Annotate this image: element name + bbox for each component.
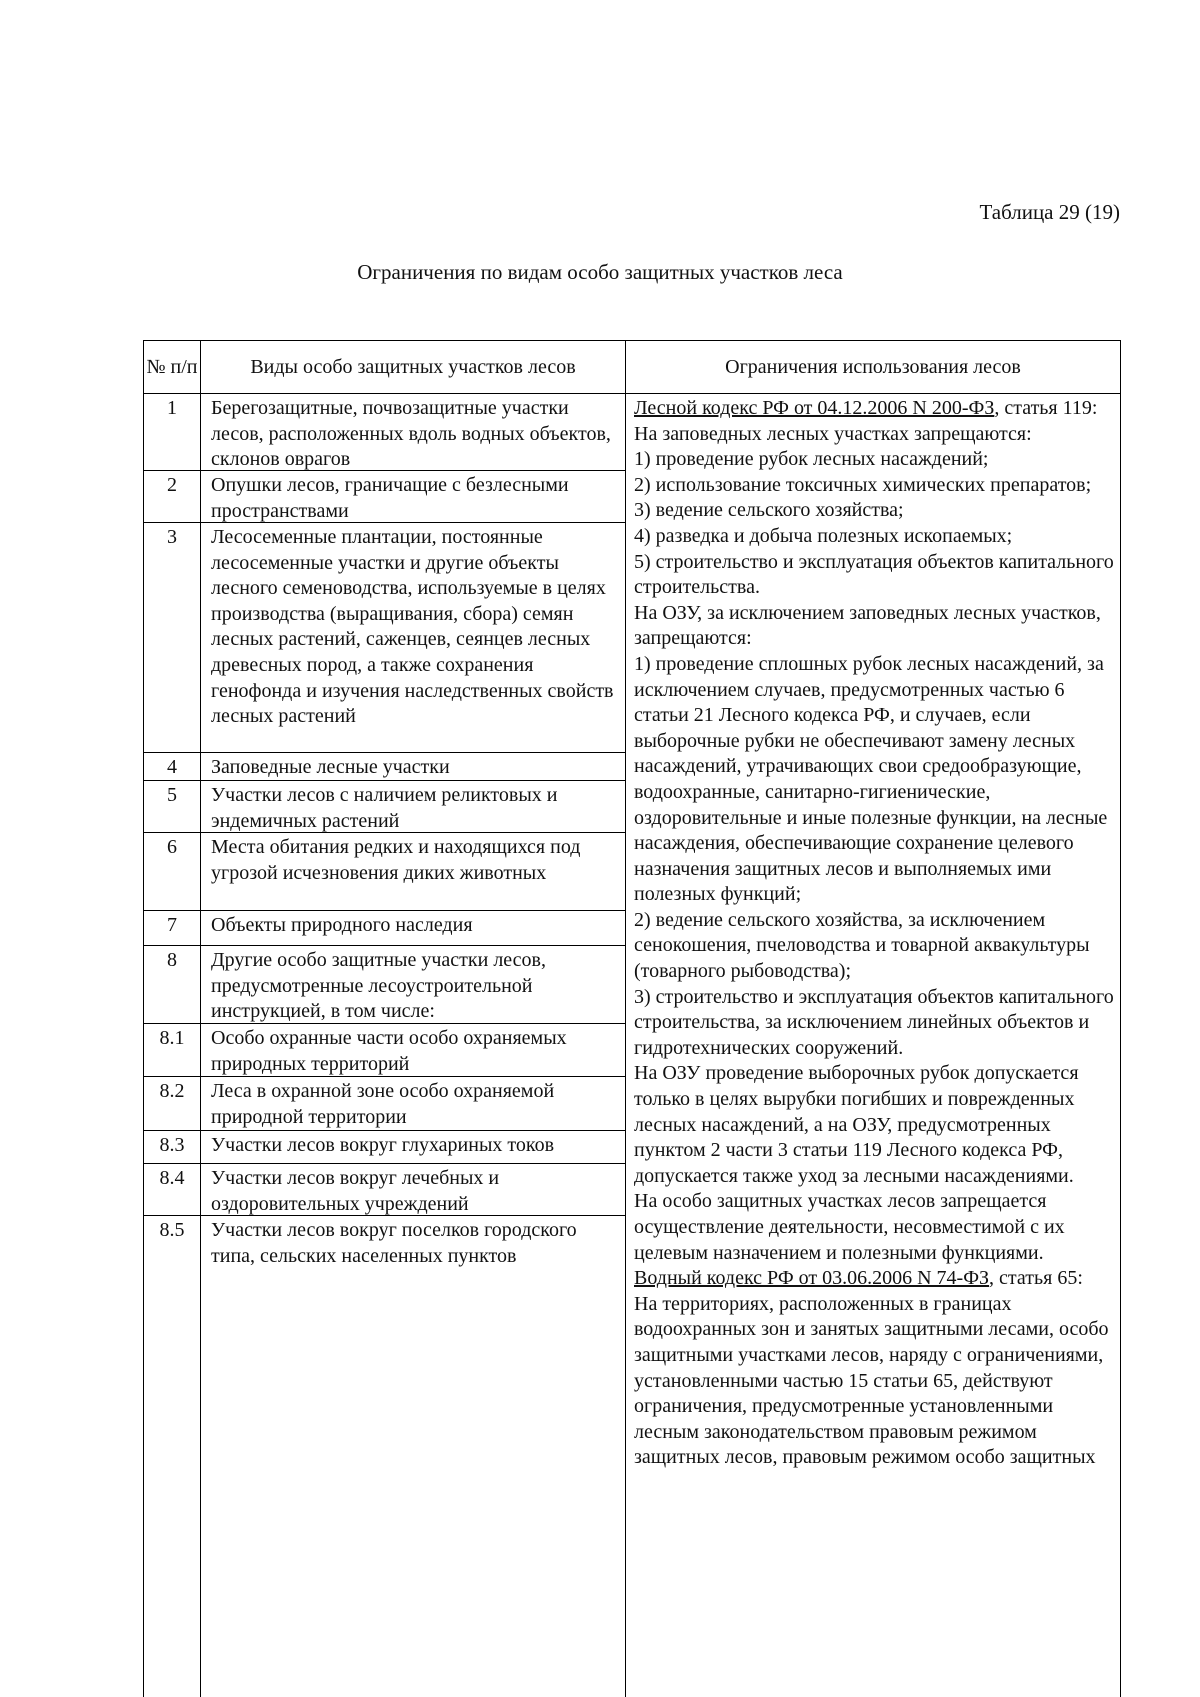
row-num: 6 [167,836,177,858]
header-restrictions: Ограничения использования лесов [725,356,1021,378]
row-name: Участки лесов с наличием реликтовых и эндемичных растений [211,784,558,832]
forest-code-link[interactable]: Лесной кодекс РФ от 04.12.2006 N 200-ФЗ [634,397,995,419]
restrictions-table [143,340,1121,1697]
table-row [144,833,626,911]
row-num: 5 [167,784,177,806]
row-num: 8.3 [159,1134,185,1156]
water-code-article: , статья 65: [989,1267,1083,1290]
row-num: 8 [167,949,177,971]
forest-code-article: , статья 119: [994,397,1098,419]
row-name: Объекты природного наследия [211,914,473,936]
restriction-item: 3) строительство и эксплуатация объектов капитального строительства, за исключением линейных объектов и гидротехнических сооружений. [634,985,1114,1059]
row-num: 8.1 [159,1027,185,1049]
table-row [144,911,626,946]
forest-code-reference [634,396,1114,422]
row-name: Лесосеменные плантации, постоянные лесосеменные участки и другие объекты лесного семеноводства, используемые в целях производства (выращивания, сбора) семян лесных растений, саженцев, сеянцев лесных древесных пород, а также сохранения генофонда и изучения наследственных свойств лесных растений [211,526,614,728]
table-row [144,471,626,523]
row-num: 7 [167,914,177,936]
row-name: Места обитания редких и находящихся под угрозой исчезновения диких животных [211,836,581,884]
table-header [144,341,1120,394]
header-num: № п/п [146,356,198,378]
table-row [144,1216,626,1306]
restriction-item: 1) проведение сплошных рубок лесных насаждений, за исключением случаев, предусмотренных частью 6 статьи 21 Лесного кодекса РФ, и случаев, если выборочные рубки не обеспечивают замену лесных насаждений, утрачивающих свои средообразующие, водоохранные, санитарно-гигиенические, оздоровительные и иные полезные функции, на лесные насаждения, обеспечивающие сохранение целевого назначения защитных лесов и выполняемых ими полезных функций; [634,652,1108,906]
restriction-paragraph: На ОЗУ, за исключением заповедных лесных участков, запрещаются: [634,601,1101,650]
row-num: 8.4 [159,1167,185,1189]
table-row [144,946,626,1024]
water-code-link[interactable]: Водный кодекс РФ от 03.06.2006 N 74-ФЗ [634,1267,990,1290]
table-row [144,781,626,833]
restriction-item: 2) использование токсичных химических препаратов; [634,473,1092,496]
table-row [144,1131,626,1164]
row-name: Леса в охранной зоне особо охраняемой природной территории [211,1080,555,1128]
table-row [144,1024,626,1077]
row-name: Опушки лесов, граничащие с безлесными пространствами [211,474,569,522]
row-name: Другие особо защитные участки лесов, предусмотренные лесоустроительной инструкцией, в том числе: [211,949,546,1023]
row-name: Берегозащитные, почвозащитные участки лесов, расположенных вдоль водных объектов, склонов оврагов [211,397,611,471]
row-name: Заповедные лесные участки [211,756,450,778]
row-name: Участки лесов вокруг лечебных и оздоровительных учреждений [211,1167,500,1215]
row-num: 1 [167,397,177,419]
row-name: Участки лесов вокруг поселков городского типа, сельских населенных пунктов [211,1219,577,1267]
row-num: 3 [167,526,177,548]
table-caption: Таблица 29 (19) [979,200,1120,224]
table-row [144,1077,626,1131]
restriction-item: 2) ведение сельского хозяйства, за исключением сенокошения, пчеловодства и товарной аквакультуры (товарного рыбоводства); [634,908,1090,983]
row-name: Участки лесов вокруг глухариных токов [211,1134,555,1156]
water-code-reference [634,1266,1114,1292]
row-name: Особо охранные части особо охраняемых природных территорий [211,1027,567,1075]
restriction-paragraph: На ОЗУ проведение выборочных рубок допускается только в целях вырубки погибших и поврежденных лесных насаждений, а на ОЗУ, предусмотренных пунктом 2 части 3 статьи 119 Лесного кодекса РФ, допускается также уход за лесными насаждениями. [634,1062,1079,1187]
table-row [144,753,626,781]
header-type: Виды особо защитных участков лесов [250,356,576,378]
row-num: 8.5 [159,1219,185,1241]
table-title: Ограничения по видам особо защитных участков леса [357,260,843,284]
row-num: 4 [167,756,177,778]
row-num: 2 [167,474,177,496]
restrictions-text [634,396,1114,1471]
restriction-item: 5) строительство и эксплуатация объектов капитального строительства. [634,550,1114,599]
table-row [144,1164,626,1216]
restriction-paragraph: На заповедных лесных участках запрещаются: [634,422,1032,445]
table-row [144,394,626,471]
restriction-paragraph: На особо защитных участках лесов запрещается осуществление деятельности, несовместимой с их целевым назначением и полезными функциями. [634,1190,1065,1264]
restriction-item: 4) разведка и добыча полезных ископаемых; [634,524,1013,547]
restriction-item: 1) проведение рубок лесных насаждений; [634,448,989,471]
table-rows [144,394,626,1306]
row-num: 8.2 [159,1080,185,1102]
restriction-paragraph: На территориях, расположенных в границах водоохранных зон и занятых защитными лесами, особо защитными участками лесов, наряду с ограничениями, установленными частью 15 статьи 65, действуют ограничения, предусмотренные установленными лесным законодательством правовым режимом защитных лесов, правовым режимом особо защитных [634,1292,1109,1469]
restriction-item: 3) ведение сельского хозяйства; [634,499,904,522]
table-row [144,523,626,753]
